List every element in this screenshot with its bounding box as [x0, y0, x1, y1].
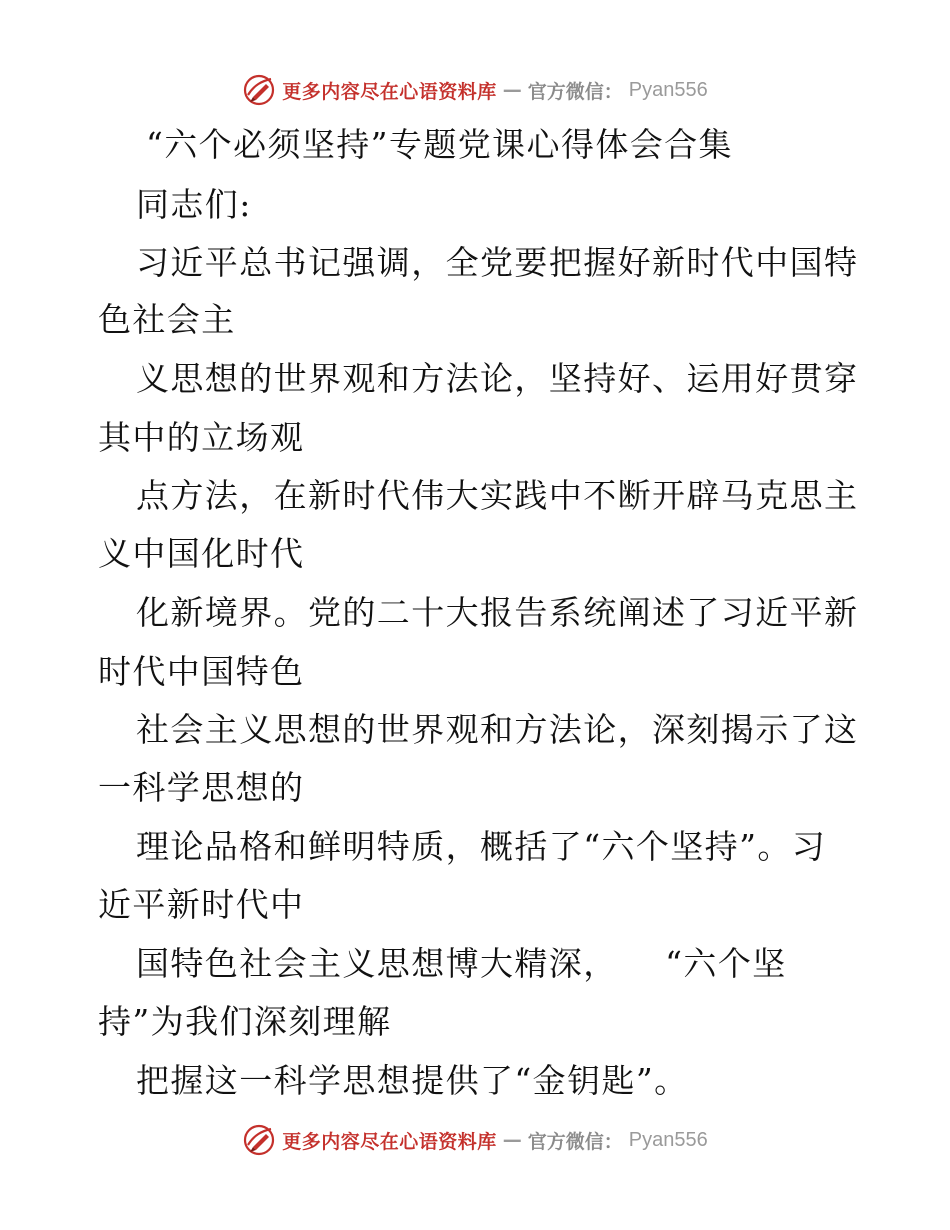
body-line: 一科学思想的: [98, 768, 305, 807]
body-line: 色社会主: [98, 300, 236, 339]
body-line: 时代中国特色: [98, 652, 305, 691]
body-line: 化新境界。党的二十大报告系统阐述了习近平新: [136, 593, 859, 632]
body-line: 义中国化时代: [98, 534, 305, 573]
body-line: 其中的立场观: [98, 418, 305, 457]
body-line: 国特色社会主义思想博大精深， “六个坚: [136, 944, 787, 983]
header-watermark: [0, 70, 950, 110]
salutation-line: 同志们:: [136, 185, 252, 224]
body-line: 持”为我们深刻理解: [98, 1002, 392, 1041]
watermark-site-text: 更多内容尽在心语资料库: [282, 1130, 497, 1153]
document-title: “六个必须坚持”专题党课心得体会合集: [146, 125, 733, 164]
watermark-site-text: 更多内容尽在心语资料库: [282, 80, 497, 103]
body-line: 习近平总书记强调，全党要把握好新时代中国特: [136, 243, 859, 282]
watermark-separator: —: [502, 79, 522, 101]
watermark-separator: —: [502, 1129, 522, 1151]
watermark-official-label: 官方微信：: [527, 80, 623, 103]
watermark-official-label: 官方微信：: [527, 1130, 623, 1153]
watermark-wechat-id: Pyan556: [628, 78, 708, 101]
pen-logo-icon: [242, 1123, 276, 1157]
pen-logo-icon: [242, 73, 276, 107]
body-line: 近平新时代中: [98, 885, 305, 924]
footer-watermark: [0, 1120, 950, 1160]
body-line: 义思想的世界观和方法论，坚持好、运用好贯穿: [136, 359, 859, 398]
body-line: 点方法，在新时代伟大实践中不断开辟马克思主: [136, 476, 859, 515]
body-line: 理论品格和鲜明特质，概括了“六个坚持”。习: [136, 827, 827, 866]
watermark-wechat-id: Pyan556: [628, 1128, 708, 1151]
body-line: 把握这一科学思想提供了“金钥匙”。: [136, 1061, 689, 1100]
body-line: 社会主义思想的世界观和方法论，深刻揭示了这: [136, 710, 859, 749]
